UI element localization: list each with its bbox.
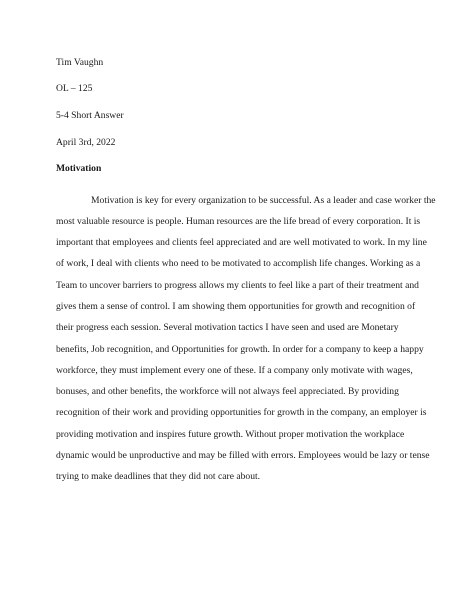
paragraph-line: benefits, Job recognition, and Opportunities for growth. In order for a company to keep a happy xyxy=(56,344,424,355)
paragraph-line: bonuses, and other benefits, the workforce will not always feel appreciated. By providing xyxy=(56,386,399,397)
paragraph-line: workforce, they must implement every one of these. If a company only motivate with wages, xyxy=(56,365,413,376)
paragraph-line: of work, I deal with clients who need to be motivated to accomplish life changes. Working as a xyxy=(56,258,421,269)
paragraph-line: Team to uncover barriers to progress allows my clients to feel like a part of their treatment and xyxy=(56,280,419,291)
paragraph-line: trying to make deadlines that they did not care about. xyxy=(56,471,261,482)
paragraph-line: recognition of their work and providing opportunities for growth in the company, an employer is xyxy=(56,407,427,418)
author-name: Tim Vaughn xyxy=(56,57,104,68)
section-heading: Motivation xyxy=(56,163,102,174)
paragraph-line: providing motivation and inspires future growth. Without proper motivation the workplace xyxy=(56,429,405,440)
paragraph-line: most valuable resource is people. Human resources are the life bread of every corporation. It is xyxy=(56,216,421,227)
paragraph-line: Motivation is key for every organization to be successful. As a leader and case worker the xyxy=(91,195,436,206)
document-date: April 3rd, 2022 xyxy=(56,137,116,148)
paragraph-line: dynamic would be unproductive and may be filled with errors. Employees would be lazy or tense xyxy=(56,450,430,461)
assignment-title: 5-4 Short Answer xyxy=(56,110,124,121)
paragraph-line: their progress each session. Several motivation tactics I have seen and used are Monetary xyxy=(56,322,399,333)
paragraph-line: gives them a sense of control. I am showing them opportunities for growth and recognition of xyxy=(56,301,416,312)
paragraph-line: important that employees and clients feel appreciated and are well motivated to work. In my line xyxy=(56,237,427,248)
course-code: OL – 125 xyxy=(56,83,93,94)
